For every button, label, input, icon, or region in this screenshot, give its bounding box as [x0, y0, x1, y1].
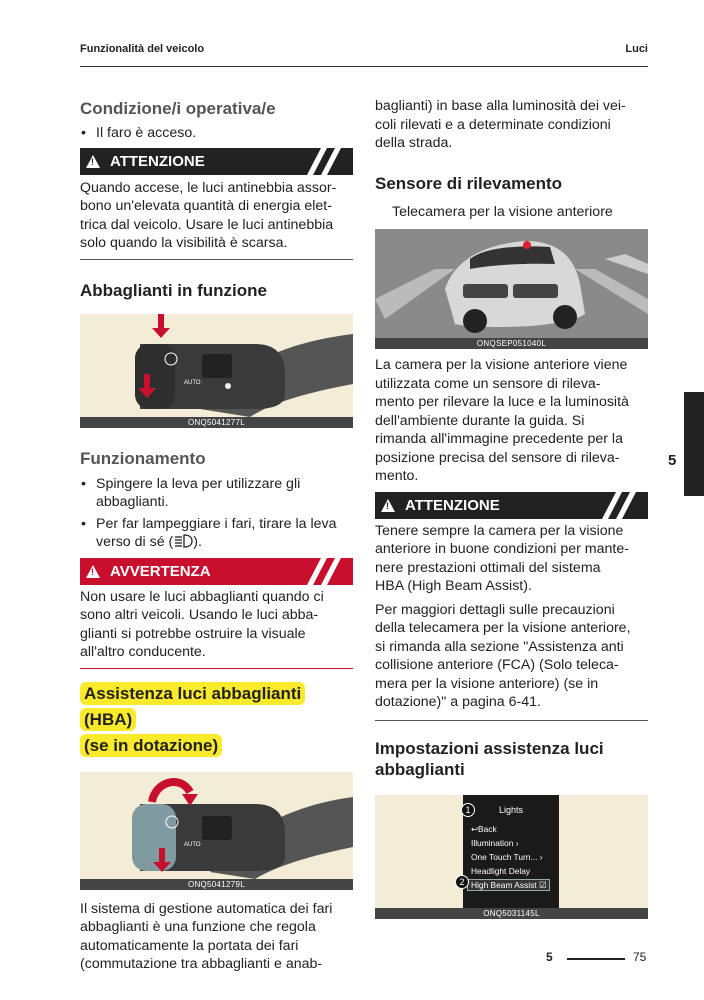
footer-rule — [567, 958, 625, 960]
camera-description — [375, 356, 648, 486]
chevron-right-icon: › — [515, 837, 519, 848]
menu-item-illumination — [471, 838, 519, 848]
warning-bar — [80, 558, 353, 585]
chapter-tab — [684, 392, 704, 496]
warning-triangle-icon: ! — [86, 565, 100, 578]
text-line: • Spingere la leva per utilizzare gli — [96, 475, 301, 492]
warning-triangle-icon: ! — [381, 499, 395, 512]
conditions-heading: Condizione/i operativa/e — [80, 99, 276, 118]
text-line: posizione precisa del sensore di rileva- — [375, 449, 620, 466]
text-line: bono un'elevata quantità di energia elet- — [80, 198, 332, 214]
text-line: Tenere sempre la camera per la visione — [375, 522, 624, 539]
section-rule — [375, 720, 648, 721]
warning-label: AVVERTENZA — [110, 562, 211, 580]
text-line: • Per far lampeggiare i fari, tirare la leva — [96, 515, 337, 532]
continued-text — [375, 97, 648, 153]
operation-list — [80, 475, 353, 552]
text-line: nere prestazioni ottimali del sistema — [375, 559, 601, 576]
header-section-title: Funzionalità del veicolo — [80, 43, 205, 55]
text-line: glianti si potrebbe ostruire la visuale — [80, 625, 306, 642]
lever-figure-1 — [80, 314, 353, 428]
menu-item-back — [471, 824, 497, 834]
car-illustration — [375, 229, 648, 338]
text-line: automaticamente la portata dei fari — [80, 937, 299, 954]
menu-item-label: Back — [478, 823, 497, 834]
attention-text-2 — [375, 522, 648, 712]
menu-item-label: One Touch Turn... — [471, 851, 538, 862]
figure-caption: ONQSEP051040L — [375, 338, 648, 349]
list-item: • Il faro è acceso. — [80, 124, 353, 143]
text-line — [96, 533, 353, 552]
lever-illustration — [80, 314, 353, 417]
text-line: abbaglianti. — [96, 494, 169, 510]
text-line: coli rilevati e a determinate condizioni — [375, 116, 611, 133]
text-line: utilizzata come un sensore di rileva- — [375, 375, 601, 392]
warning-triangle-icon: ! — [86, 155, 100, 168]
attention-label: ATTENZIONE — [110, 152, 205, 170]
text-line: abbaglianti è una funzione che regola — [80, 919, 316, 935]
stripes-decoration — [303, 558, 353, 585]
left-column — [80, 92, 353, 974]
section-rule — [80, 259, 353, 260]
stripes-decoration — [303, 148, 353, 175]
text-line: Non usare le luci abbaglianti quando ci — [80, 588, 324, 605]
heading-line: Impostazioni assistenza luci — [375, 738, 604, 758]
text-line: anteriore in buone condizioni per mante- — [375, 541, 629, 557]
lights-menu-screen — [463, 795, 559, 908]
text-fragment: verso di sé ( — [96, 534, 174, 550]
high-beam-heading: Abbaglianti in funzione — [80, 280, 267, 300]
hba-description — [80, 900, 353, 974]
attention-bar-1 — [80, 148, 353, 175]
text-line: rimanda all'immagine precedente per la — [375, 431, 623, 447]
auto-label: AUTO — [184, 841, 201, 848]
sensor-subtitle: Telecamera per la visione anteriore — [392, 203, 613, 220]
warning-text — [80, 588, 353, 662]
list-item — [80, 475, 353, 512]
text-line: sono altri veicoli. Usando le luci abba- — [80, 607, 319, 623]
chevron-right-icon: › — [539, 851, 543, 862]
settings-heading — [375, 738, 648, 780]
menu-title: Lights — [499, 804, 524, 815]
high-beam-icon — [173, 534, 193, 548]
stripes-decoration — [598, 492, 648, 519]
hba-heading-line: (se in dotazione) — [80, 734, 222, 757]
hba-heading — [80, 681, 353, 759]
text-line: dotazione)" a pagina 6-41. — [375, 694, 541, 710]
lever-illustration — [80, 772, 353, 879]
menu-item-one-touch — [471, 852, 543, 862]
header-chapter-title: Luci — [625, 43, 648, 55]
chapter-number: 5 — [668, 452, 677, 469]
conditions-list — [80, 124, 353, 143]
attention-text-1 — [80, 179, 353, 253]
text-line: Per maggiori dettagli sulle precauzioni — [375, 601, 615, 618]
menu-item-high-beam-assist — [467, 879, 550, 891]
menu-item-label: High Beam Assist — [471, 879, 537, 890]
text-line: collisione anteriore (FCA) (Solo teleca- — [375, 657, 619, 673]
menu-item-label: Illumination — [471, 837, 514, 848]
text-line: baglianti) in base alla luminosità dei vei- — [375, 98, 626, 114]
footer-section: 5 — [546, 950, 553, 964]
text-line: all'altro conducente. — [80, 644, 206, 660]
settings-figure — [375, 795, 648, 919]
text-fragment: ). — [193, 534, 202, 550]
hba-heading-line: Assistenza luci abbaglianti (HBA) — [80, 682, 305, 731]
page-number: 75 — [633, 950, 647, 964]
heading-line: abbaglianti — [375, 759, 465, 779]
right-column — [375, 92, 648, 919]
text-line: trica dal veicolo. Usare le luci antinebbia — [80, 216, 334, 233]
menu-item-headlight-delay: Headlight Delay — [471, 865, 531, 876]
text-line: della strada. — [375, 135, 453, 151]
text-line: Il sistema di gestione automatica dei fari — [80, 900, 333, 917]
text-line: (commutazione tra abbaglianti e anab- — [80, 956, 323, 972]
text-line: si rimanda alla sezione "Assistenza anti — [375, 638, 624, 655]
sensor-heading: Sensore di rilevamento — [375, 173, 563, 193]
lever-figure-2 — [80, 772, 353, 890]
text-line: La camera per la visione anteriore viene — [375, 357, 628, 373]
figure-caption: ONQ5041277L — [80, 417, 353, 428]
marker-1: 1 — [461, 803, 475, 817]
text-line: solo quando la visibilità è scarsa. — [80, 235, 288, 251]
text-line: mera per la visione anteriore) (se in — [375, 675, 599, 692]
marker-2: 2 — [455, 875, 469, 889]
car-figure — [375, 229, 648, 349]
auto-label: AUTO — [184, 379, 201, 386]
attention-label: ATTENZIONE — [405, 496, 500, 514]
list-item — [80, 515, 353, 552]
text-line: mento. — [375, 468, 419, 484]
text-line: HBA (High Beam Assist). — [375, 578, 532, 594]
text-line: della telecamera per la visione anteriore, — [375, 620, 631, 636]
header-rule — [80, 66, 648, 67]
attention-bar-2 — [375, 492, 648, 519]
text-line: Quando accese, le luci antinebbia assor- — [80, 179, 337, 196]
back-icon: ↩ — [471, 823, 479, 834]
operation-heading: Funzionamento — [80, 448, 206, 468]
figure-caption: ONQ5031145L — [375, 908, 648, 919]
figure-caption: ONQ5041279L — [80, 879, 353, 890]
text-line: dell'ambiente durante la guida. Si — [375, 412, 585, 429]
warning-rule — [80, 668, 353, 669]
text-line: mento per rilevare la luce e la luminosità — [375, 394, 629, 410]
checkbox-icon: ☑ — [538, 879, 547, 890]
